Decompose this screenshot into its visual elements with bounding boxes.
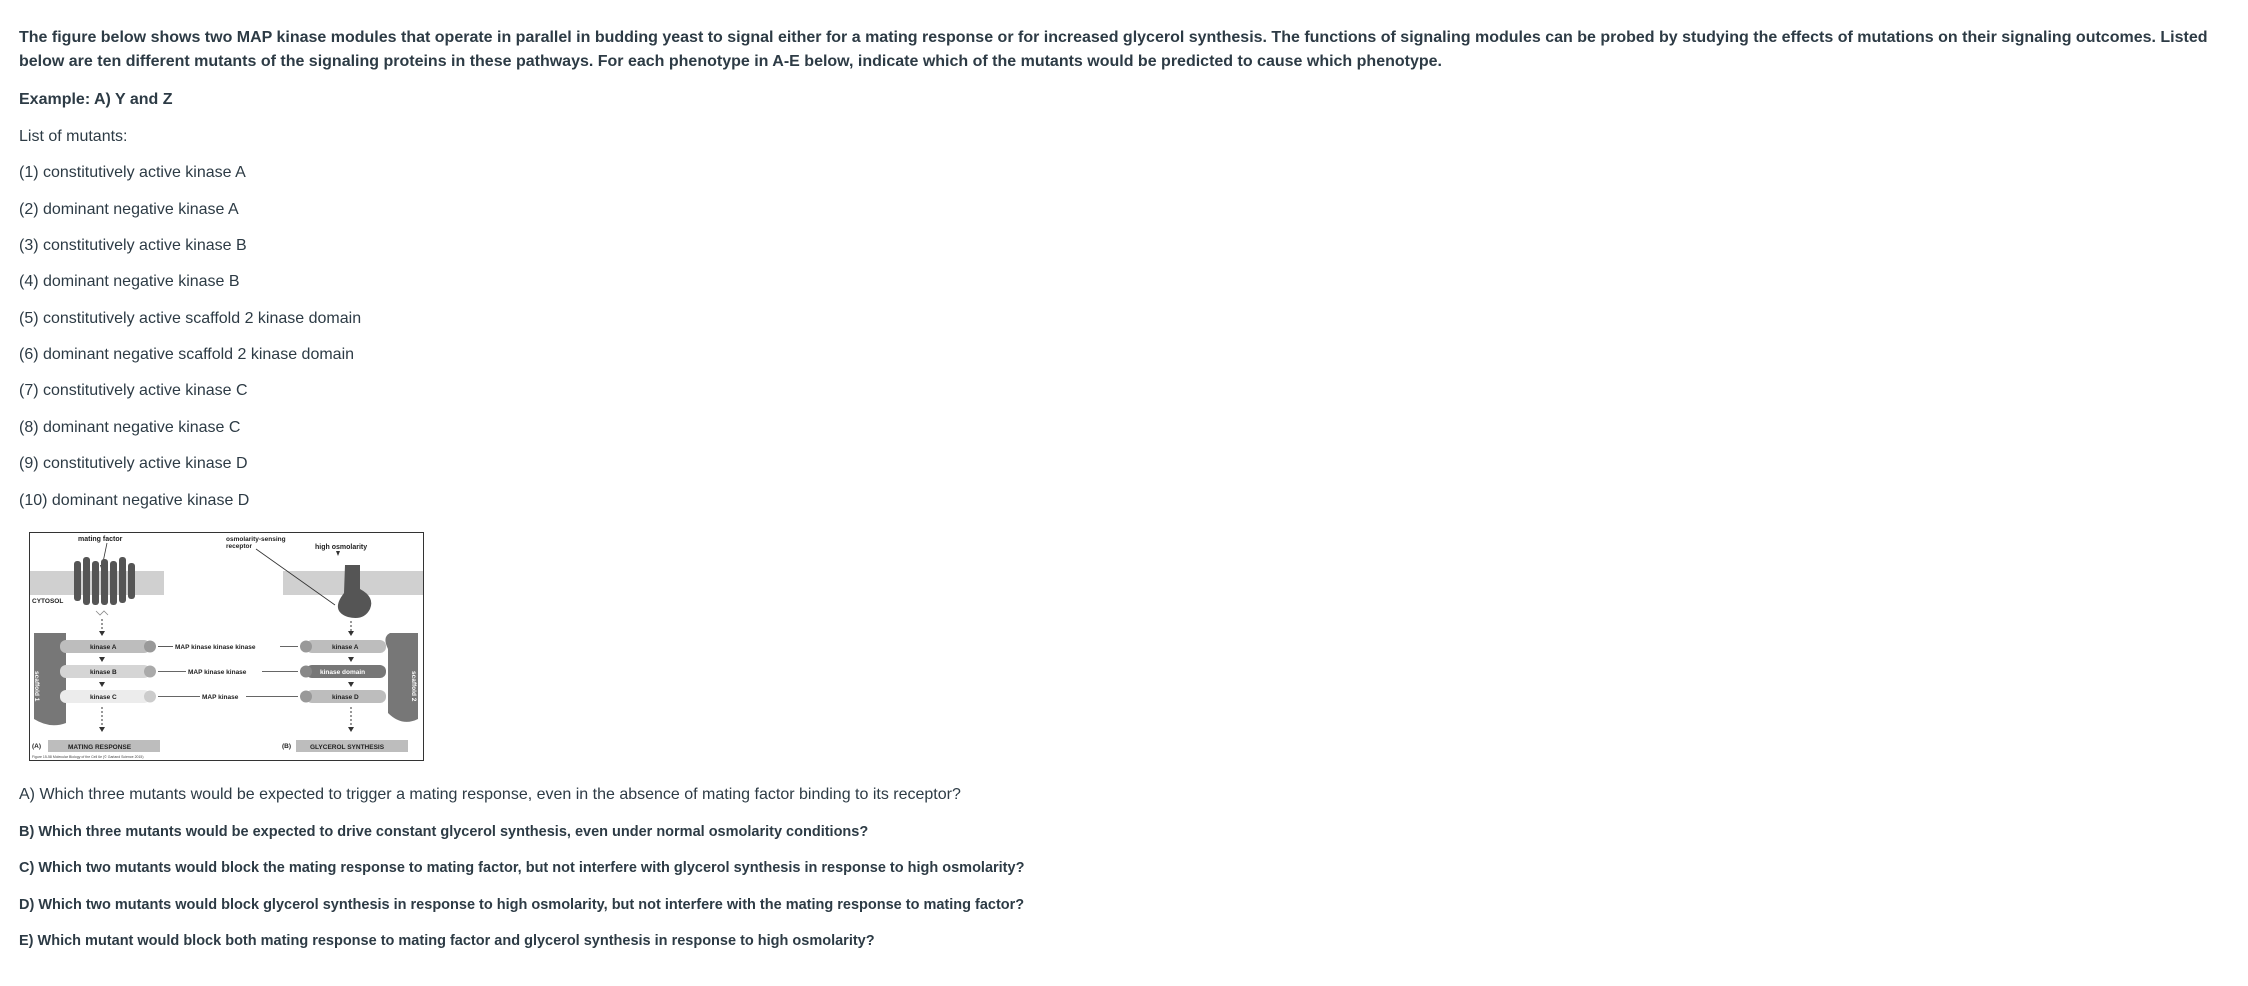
mutant-item-5: (5) constitutively active scaffold 2 kinase domain: [19, 310, 362, 327]
figure-credit: Figure 15-58 Molecular Biology of the Cell 6e (© Garland Science 2015): [32, 755, 144, 759]
mutant-item-10: (10) dominant negative kinase D: [19, 492, 250, 509]
example-text: Example: A) Y and Z: [19, 91, 173, 108]
arrowhead-6: [348, 657, 354, 662]
mutant-item-3: (3) constitutively active kinase B: [19, 237, 247, 254]
mutant-item-6: (6) dominant negative scaffold 2 kinase domain: [19, 346, 355, 363]
scaffold-1-label: scaffold 1: [33, 671, 40, 702]
arrowhead-1: [99, 631, 105, 636]
right-kinase-a-label: kinase A: [332, 644, 359, 651]
high-osmolarity-label: high osmolarity: [315, 544, 368, 551]
question-b: B) Which three mutants would be expected to drive constant glycerol synthesis, even under normal osmolarity conditions?: [19, 824, 869, 840]
left-kinase-b-knob: [144, 666, 156, 678]
question-d: D) Which two mutants would block glycerol synthesis in response to high osmolarity, but not interfere with the mating response to mating factor?: [19, 897, 1025, 913]
panel-a-label: (A): [32, 743, 42, 750]
right-kinase-d-label: kinase D: [332, 694, 359, 701]
question-a: A) Which three mutants would be expected to trigger a mating response, even in the absence of mating factor binding to its receptor?: [19, 786, 961, 803]
right-kinase-domain-knob: [300, 666, 312, 678]
mutant-item-2: (2) dominant negative kinase A: [19, 201, 239, 218]
mutant-item-4: (4) dominant negative kinase B: [19, 273, 240, 290]
pathway-diagram: [30, 533, 423, 760]
arrowhead-4: [99, 682, 105, 687]
mutant-list-heading: List of mutants:: [19, 128, 128, 145]
glycerol-synthesis-label: GLYCEROL SYNTHESIS: [310, 744, 385, 751]
map-kinase-figure: [29, 532, 424, 761]
question-c: C) Which two mutants would block the mating response to mating factor, but not interfere with glycerol synthesis in response to high osmolarity?: [19, 860, 1025, 876]
cytosol-label: CYTOSOL: [32, 598, 64, 605]
arrowhead-8: [348, 727, 354, 732]
mating-response-label: MATING RESPONSE: [68, 744, 132, 751]
mutant-item-9: (9) constitutively active kinase D: [19, 455, 248, 472]
mapk-label: MAP kinase: [202, 694, 239, 701]
left-kinase-b-label: kinase B: [90, 669, 117, 676]
mutant-item-8: (8) dominant negative kinase C: [19, 419, 241, 436]
right-kinase-domain-label: kinase domain: [320, 669, 366, 676]
arrowhead-3: [99, 657, 105, 662]
osmo-receptor-label-2: receptor: [226, 543, 253, 550]
arrowhead-5: [99, 727, 105, 732]
arrowhead-2: [348, 631, 354, 636]
osmo-receptor-label-1: osmolarity-sensing: [226, 536, 286, 543]
mapkkk-label: MAP kinase kinase kinase: [175, 644, 256, 651]
right-kinase-d-knob: [300, 691, 312, 703]
left-kinase-c-knob: [144, 691, 156, 703]
question-e: E) Which mutant would block both mating response to mating factor and glycerol synthesis in response to high osmolarity?: [19, 933, 875, 949]
arrowhead-7: [348, 682, 354, 687]
mating-factor-label: mating factor: [78, 536, 123, 543]
left-kinase-a-knob: [144, 641, 156, 653]
mating-receptor-icon: [74, 557, 135, 605]
receptor-activation-mark: [96, 611, 108, 615]
left-kinase-c-label: kinase C: [90, 694, 117, 701]
mutant-item-7: (7) constitutively active kinase C: [19, 382, 248, 399]
mutant-item-1: (1) constitutively active kinase A: [19, 164, 246, 181]
intro-paragraph: The figure below shows two MAP kinase modules that operate in parallel in budding yeast to signal either for a mating response or for increased glycerol synthesis. The functions of signaling modules can be probed by studying the effects of mutations on their signaling outcomes. Listed below are ten different mutants of the signaling proteins in these pathways. For each phenotype in A-E below, indicate which of the mutants would be predicted to cause which phenotype.: [19, 29, 2208, 70]
right-kinase-a-knob: [300, 641, 312, 653]
panel-b-label: (B): [282, 743, 292, 750]
high-osmolarity-arrowhead: [336, 551, 340, 556]
scaffold-2-label: scaffold 2: [410, 671, 417, 702]
left-kinase-a-label: kinase A: [90, 644, 117, 651]
mapkk-label: MAP kinase kinase: [188, 669, 247, 676]
